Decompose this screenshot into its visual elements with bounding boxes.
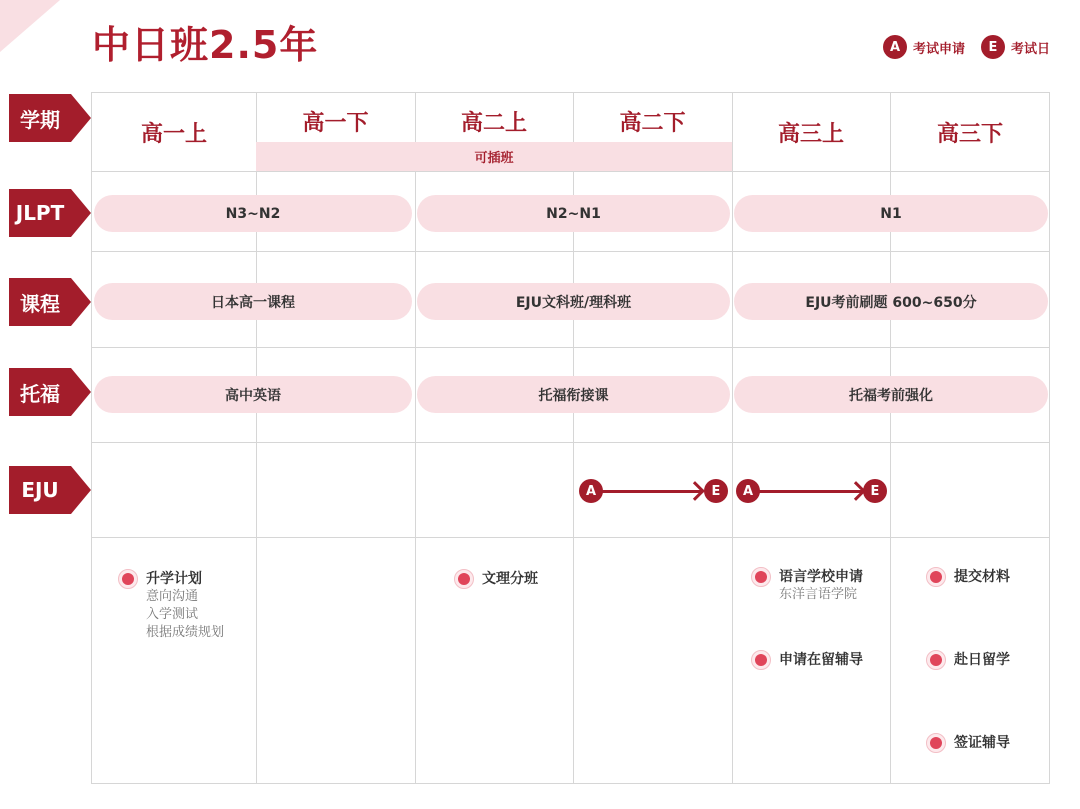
course-bar: EJU考前刷题 600~650分 — [734, 283, 1048, 320]
bullet-dot-icon — [751, 650, 771, 670]
legend-exam-label: 考试日 — [1010, 41, 1050, 57]
row-label-eju — [9, 466, 91, 514]
plug-in-band: 可插班 — [256, 142, 732, 171]
toefl-bar: 托福考前强化 — [734, 376, 1048, 413]
bullet-dot-icon — [454, 569, 474, 589]
legend-exam — [981, 35, 1050, 59]
row-label-period-text: 学期 — [20, 107, 60, 132]
row-label-toefl-text: 托福 — [20, 381, 60, 406]
grid-divider — [92, 347, 1049, 348]
toefl-bar: 托福衔接课 — [417, 376, 730, 413]
toefl-bar: 高中英语 — [94, 376, 412, 413]
term-header: 高二下 — [619, 111, 686, 136]
apply-icon: A — [883, 35, 907, 59]
grid-divider — [92, 171, 1049, 172]
term-header: 高三上 — [777, 122, 844, 147]
plan-title: 签证辅导 — [954, 735, 1010, 751]
course-bar: 日本高一课程 — [94, 283, 412, 320]
plan-sub: 入学测试 — [146, 607, 199, 622]
jlpt-bar: N3~N2 — [94, 195, 412, 232]
term-header: 高三下 — [936, 122, 1003, 147]
plan-item — [926, 735, 1010, 753]
plan-title: 语言学校申请 — [779, 569, 863, 585]
eju-apply-icon: A — [579, 479, 603, 503]
row-label-toefl — [9, 368, 91, 416]
bullet-dot-icon — [926, 733, 946, 753]
plan-item — [751, 569, 863, 604]
row-label-eju-text: EJU — [21, 478, 59, 502]
grid-divider — [415, 93, 416, 783]
legend-apply-label: 考试申请 — [912, 41, 965, 57]
legend — [883, 35, 1050, 59]
plan-sub: 东洋言语学院 — [779, 587, 858, 602]
page-title: 中日班2.5年 — [92, 23, 319, 67]
legend-apply — [883, 35, 965, 59]
jlpt-bar: N2~N1 — [417, 195, 730, 232]
grid-divider — [92, 537, 1049, 538]
plan-item — [454, 571, 538, 589]
row-label-course-text: 课程 — [20, 291, 60, 316]
plan-item — [926, 569, 1010, 587]
arrow-head-icon — [685, 481, 705, 501]
plan-title: 赴日留学 — [954, 652, 1010, 668]
schedule-grid — [91, 92, 1050, 784]
plan-title: 提交材料 — [954, 569, 1010, 585]
jlpt-bar: N1 — [734, 195, 1048, 232]
row-label-jlpt-text: JLPT — [15, 201, 65, 225]
plan-item — [926, 652, 1010, 670]
plan-title: 文理分班 — [482, 571, 538, 587]
corner-decoration — [0, 0, 60, 52]
course-bar: EJU文科班/理科班 — [417, 283, 730, 320]
row-label-jlpt — [9, 189, 91, 237]
row-label-course — [9, 278, 91, 326]
term-header: 高一上 — [140, 122, 207, 147]
plan-sub: 意向沟通 — [146, 589, 199, 604]
row-label-period — [9, 94, 91, 142]
exam-icon: E — [981, 35, 1005, 59]
grid-divider — [92, 442, 1049, 443]
bullet-dot-icon — [926, 650, 946, 670]
grid-divider — [92, 251, 1049, 252]
plan-sub: 根据成绩规划 — [146, 625, 225, 640]
term-header: 高二上 — [460, 111, 527, 136]
plan-item — [751, 652, 863, 670]
eju-exam-icon: E — [704, 479, 728, 503]
bullet-dot-icon — [118, 569, 138, 589]
grid-divider — [732, 93, 733, 783]
eju-exam-icon: E — [863, 479, 887, 503]
plan-title: 升学计划 — [146, 571, 202, 587]
bullet-dot-icon — [926, 567, 946, 587]
plan-item — [118, 571, 224, 642]
term-header: 高一下 — [302, 111, 369, 136]
eju-apply-icon: A — [736, 479, 760, 503]
plan-title: 申请在留辅导 — [779, 652, 863, 668]
bullet-dot-icon — [751, 567, 771, 587]
